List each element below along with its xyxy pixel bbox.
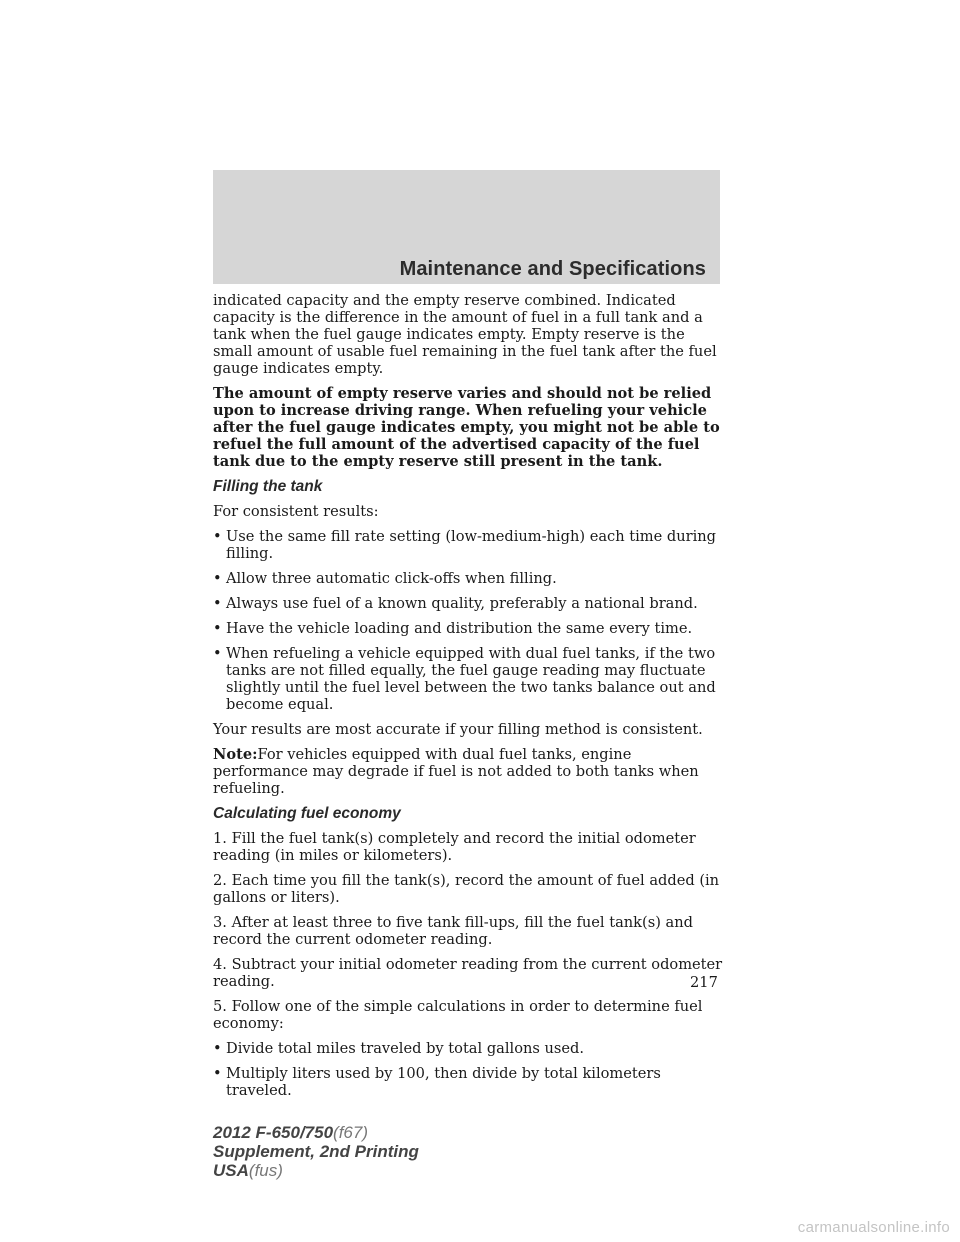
bullet-glyph: •: [213, 570, 222, 587]
list-item-text: Use the same fill rate setting (low-medium-high) each time during filling.: [226, 528, 717, 562]
list-item: [213, 528, 723, 562]
step-item: 2. Each time you fill the tank(s), record the amount of fuel added (in gallons or liters).: [213, 872, 720, 906]
heading-calculating-fuel-economy: Calculating fuel economy: [213, 805, 401, 822]
bullet-glyph: •: [213, 1040, 222, 1057]
heading-filling-the-tank: Filling the tank: [213, 478, 323, 495]
paragraph-results-accuracy: Your results are most accurate if your filling method is consistent.: [213, 721, 703, 738]
page-number: 217: [690, 974, 718, 991]
list-item-text: Multiply liters used by 100, then divide by total kilometers traveled.: [226, 1065, 661, 1099]
paragraph-note: [213, 746, 723, 797]
paragraph-capacity: indicated capacity and the empty reserve combined. Indicated capacity is the difference in the amount of fuel in a full tank and a tank when the fuel gauge indicates empty. Empty reserve is the small amount of usable fuel remaining in the fuel tank after the fuel gauge indicates empty.: [213, 292, 717, 377]
footer-model-line: [213, 1123, 419, 1142]
list-item: [213, 570, 723, 587]
step-item: 5. Follow one of the simple calculations in order to determine fuel economy:: [213, 998, 703, 1032]
bullet-glyph: •: [213, 1065, 222, 1082]
step-item: 4. Subtract your initial odometer reading from the current odometer reading.: [213, 956, 723, 990]
filling-bullet-list: [213, 528, 723, 713]
section-header-band: [213, 170, 720, 284]
paragraph-consistent-results: For consistent results:: [213, 503, 379, 520]
bullet-glyph: •: [213, 595, 222, 612]
list-item: [213, 595, 723, 612]
list-item-text: Always use fuel of a known quality, preferably a national brand.: [226, 595, 698, 612]
list-item-text: When refueling a vehicle equipped with dual fuel tanks, if the two tanks are not filled equally, the fuel gauge reading may fluctuate slightly until the fuel level between the two tanks balance out and become equal.: [226, 645, 716, 713]
step-item: 1. Fill the fuel tank(s) completely and record the initial odometer reading (in miles or kilometers).: [213, 830, 696, 864]
list-item-text: Have the vehicle loading and distribution the same every time.: [226, 620, 693, 637]
footer-model: 2012 F-650/750: [213, 1123, 334, 1142]
bullet-glyph: •: [213, 645, 222, 662]
list-item-text: Divide total miles traveled by total gallons used.: [226, 1040, 585, 1057]
calculation-bullet-list: [213, 1040, 723, 1099]
footer-model-code: (f67): [333, 1123, 369, 1142]
section-title: Maintenance and Specifications: [399, 258, 706, 280]
paragraph-empty-reserve-warning: The amount of empty reserve varies and should not be relied upon to increase driving range. When refueling your vehicle after the fuel gauge indicates empty, you might not be able to refuel the full amount of the advertised capacity of the fuel tank due to the empty reserve still present in the tank.: [213, 385, 720, 470]
list-item: [213, 645, 723, 713]
list-item: [213, 620, 723, 637]
note-text: For vehicles equipped with dual fuel tanks, engine performance may degrade if fuel is not added to both tanks when refueling.: [213, 746, 699, 797]
list-item: [213, 1040, 723, 1057]
list-item-text: Allow three automatic click-offs when filling.: [226, 570, 557, 587]
footer-market: USA: [213, 1161, 249, 1180]
list-item: [213, 1065, 723, 1099]
footer-supplement-line: [213, 1142, 419, 1161]
footer-market-line: [213, 1161, 419, 1180]
footer-market-code: (fus): [248, 1161, 283, 1180]
step-item: 3. After at least three to five tank fill-ups, fill the fuel tank(s) and record the current odometer reading.: [213, 914, 693, 948]
footer-supplement: Supplement, 2nd Printing: [213, 1142, 419, 1161]
site-watermark: carmanualsonline.info: [797, 1219, 950, 1236]
note-label: Note:: [213, 746, 258, 763]
print-footer: [213, 1123, 419, 1180]
bullet-glyph: •: [213, 620, 222, 637]
page-content: [213, 292, 723, 1107]
bullet-glyph: •: [213, 528, 222, 545]
